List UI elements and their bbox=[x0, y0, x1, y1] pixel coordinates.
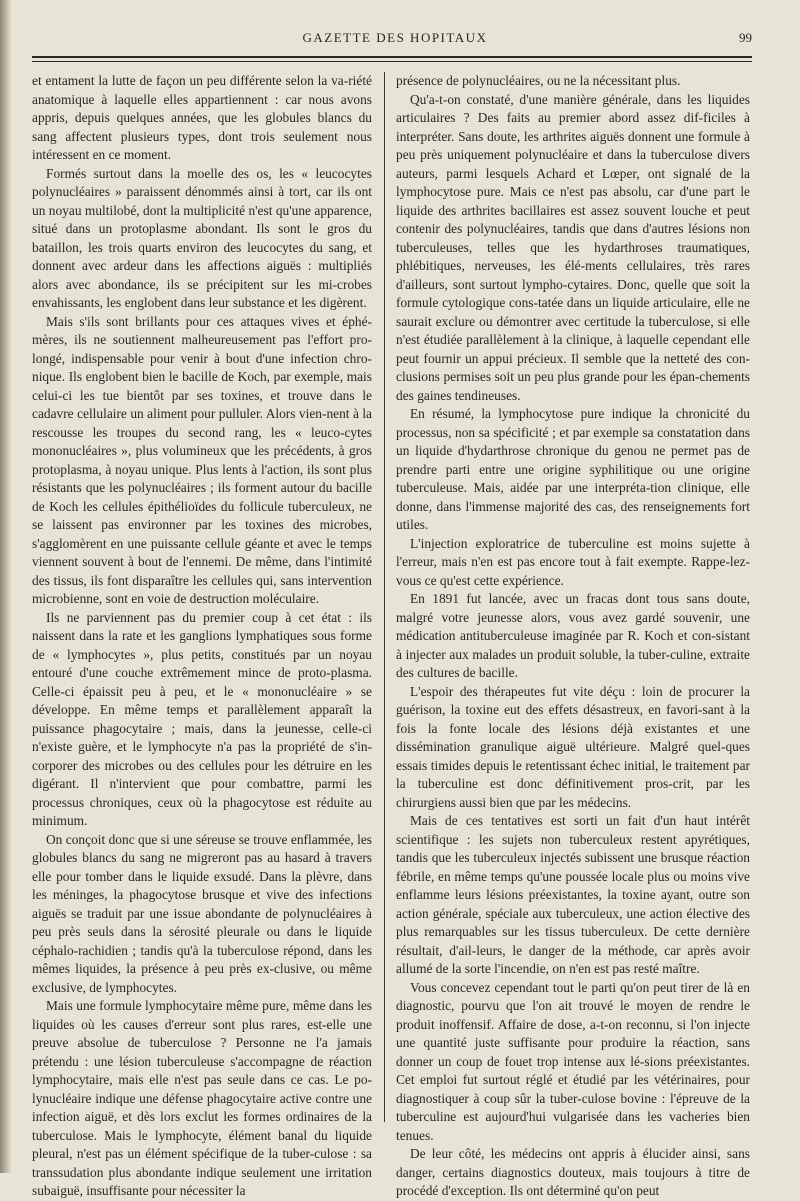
paragraph: Qu'a-t-on constaté, d'une manière générale, dans les liquides articulaires ? Des faits au premier abord assez dif-ficiles à interpréter. Sans doute, les arthrites aiguës donnent une formule à peu près uniquement polynucléaire et dans la tuberculose divers auteurs, parmi lesquels Achard et Lœper, ont signalé de la lymphocytose pure. Mais ce n'est pas absolu, car d'une part le liquide des arthrites bacillaires est assez souvent louche et peut contenir des polynucléaires, tandis que dans d'autres lésions non tuberculeuses, telles que les hydarthroses traumatiques, phlébitiques, nerveuses, les élé-ments cellulaires, très rares d'ailleurs, sont surtout lympho-cytaires. Donc, quelle que soit la formule cytologique cons-tatée dans un liquide articulaire, elle ne saurait exclure ou démontrer avec certitude la tuberculose, si elle n'est étudiée parallèlement à la clinique, à laquelle cependant elle peut fournir un appui précieux. Il semble que la netteté des con-clusions permises soit un peu plus grande pour les épan-chements des gaines tendineuses. bbox=[396, 91, 750, 403]
paragraph: Mais de ces tentatives est sorti un fait d'un haut intérêt scientifique : les sujets non tuberculeux restent apyrétiques, tandis que les tuberculeux injectés subissent une brusque réaction fébrile, en même temps qu'une poussée locale plus ou moins vive enflamme leurs lésions préexistantes, la toxine ayant, outre son action générale, spéciale aux tuberculeux, une action élective des plus remarquables sur les tissus tuberculeux. De cette dernière résultait, d'ail-leurs, le danger de la méthode, car après avoir allumé de la sorte l'incendie, on n'en est pas resté maître. bbox=[396, 813, 750, 976]
header-rule-thick bbox=[32, 56, 752, 58]
paragraph: L'espoir des thérapeutes fut vite déçu : loin de procurer la guérison, la toxine eut des effets désastreux, en favori-sant à la fois la fonte locale des lésions déjà existantes et une dissémination granulique aiguë ultérieure. Malgré quel-ques essais timides depuis le retentissant échec initial, le traitement par la tuberculine est donc définitivement pros-crit, par les chirurgiens aussi bien que par les médecins. bbox=[396, 683, 750, 810]
page-header bbox=[30, 30, 760, 52]
right-column bbox=[396, 72, 750, 1201]
paragraph: Formés surtout dans la moelle des os, les « leucocytes polynucléaires » paraissent dénommés ainsi à tort, car ils ont un noyau multilobé, dont la multiplicité n'est qu'une apparence, situé dans un protoplasme abondant. Ils sont le gros du bataillon, les trois quarts environ des leucocytes du sang, et donnent avec ardeur dans les affections aiguës : multipliés alors avec abondance, ils se précipitent sur les mi-crobes envahissants, les englobent dans leur substance et les digèrent. bbox=[32, 165, 372, 310]
paragraph: On conçoit donc que si une séreuse se trouve enflammée, les globules blancs du sang ne migreront pas au hasard à travers elle pour tomber dans le liquide exsudé. Dans la plèvre, dans les méninges, la phagocytose brusque et vive des infections aiguës se traduit par une issue abondante de polynucléaires à peu près seuls dans la sérosité pleurale ou dans le liquide céphalo-rachidien ; tandis qu'à la tuberculose répond, dans les mêmes liquides, la présence à peu près ex-clusive, ou même exclusive, de lymphocytes. bbox=[32, 831, 372, 995]
column-divider bbox=[384, 72, 385, 1122]
page-number: 99 bbox=[739, 30, 752, 45]
paragraph: et entament la lutte de façon un peu différente selon la va-riété anatomique à laquelle elles appartiennent : car nous avons appris, depuis quelques années, que les globules blancs du sang affectent plusieurs types, dont trois seulement nous intéressent en ce moment. bbox=[32, 73, 372, 162]
left-column bbox=[32, 72, 372, 1201]
paragraph: En résumé, la lymphocytose pure indique la chronicité du processus, non sa spécificité ; et par exemple sa constatation dans un liquide d'hydarthrose chronique du genou ne permet pas de prendre parti entre une origine syphilitique ou une origine tuberculeuse. Mais, aidée par une interpréta-tion clinique, elle donne, dans l'immense majorité des cas, des renseignements fort utiles. bbox=[396, 406, 750, 532]
paragraph: Vous concevez cependant tout le parti qu'on peut tirer de là en diagnostic, pourvu que l'on ait trouvé le moyen de rendre le produit inoffensif. Affaire de dose, a-t-on reconnu, si l'on injecte une quantité juste suffisante pour produire la réaction, sans donner un coup de fouet trop intense aux lé-sions préexistantes. Cet emploi fut surtout réglé et étudié par les vétérinaires, pour diagnostiquer à coup sûr la tuber-culose bovine : l'épreuve de la tuberculine est aujourd'hui vulgarisée dans les vacheries bien tenues. bbox=[396, 979, 750, 1143]
paragraph: Ils ne parviennent pas du premier coup à cet état : ils naissent dans la rate et les ganglions lymphatiques sous forme de « lymphocytes », plus petits, constitués par un noyau entouré d'une couche extrêmement mince de proto-plasma. Celle-ci épaissit peu à peu, et le « mononucléaire » se développe. En même temps et parallèlement apparaît la puissance phagocytaire ; mais, dans la jeunesse, celle-ci n'existe guère, et le lymphocyte n'a pas la propriété de s'in-corporer des microbes ou des cellules pour les détruire en les digérant. Il n'intervient que pour combattre, parmi les processus chroniques, ceux où la phagocytose est réduite au minimum. bbox=[32, 609, 372, 828]
paragraph: Mais s'ils sont brillants pour ces attaques vives et éphé-mères, ils ne soutiennent malheureusement pas l'effort pro-longé, indispensable pour venir à bout d'une infection chro-nique. Ils englobent bien le bacille de Koch, par exemple, mais celui-ci les tue bientôt par ses toxines, et trouve dans le cadavre cellulaire un aliment pour pulluler. Alors vien-nent à la rescousse les troupes du second rang, les « leuco-cytes mononucléaires », plus volumineux que les précédents, à gros protoplasma, à noyau unique. Plus lents à l'action, ils sont plus résistants que les polynucléaires ; ils forment autour du bacille de Koch les cellules épithélioïdes du follicule tuberculeux, ne se laissent pas environner par les toxines des microbes, s'agglomèrent en une puissante cellule géante et avec le temps viennent souvent à bout de l'ennemi. De même, dans l'intimité des tissus, ils font disparaître les cellules qui, sans intervention microbienne, sont en voie de destruction moléculaire. bbox=[32, 313, 372, 606]
paragraph: L'injection exploratrice de tuberculine est moins sujette à l'erreur, mais n'en est pas encore tout à fait exempte. Rappe-lez-vous ce qu'est cette expérience. bbox=[396, 535, 750, 588]
paragraph: De leur côté, les médecins ont appris à élucider ainsi, sans danger, certains diagnostics douteux, mais toujours à titre de procédé d'exception. Ils ont déterminé qu'on peut bbox=[396, 1146, 750, 1198]
paragraph: Mais une formule lymphocytaire même pure, même dans les liquides où les causes d'erreur sont plus rares, est-elle une preuve absolue de tuberculose ? Personne ne l'a jamais prétendu : une lésion tuberculeuse s'accompagne de réaction lymphocytaire, mais elle n'est pas seule dans ce cas. Le po-lynucléaire indique une défense phagocytaire active contre une infection aiguë, et dès lors exclut les formes ordinaires de la tuberculose. Mais le lymphocyte, élément banal du liquide pleural, n'est pas un élément spécifique de la tuber-culose : sa transsudation plus abondante indique seulement une irritation subaiguë, insuffisante pour nécessiter la bbox=[32, 998, 372, 1198]
page-binding-edge bbox=[0, 0, 12, 1173]
running-title: GAZETTE DES HOPITAUX bbox=[302, 30, 488, 45]
paragraph: présence de polynucléaires, ou ne la nécessitant plus. bbox=[396, 73, 681, 88]
paragraph: En 1891 fut lancée, avec un fracas dont tous sans doute, malgré votre jeunesse alors, vous avez gardé souvenir, une médication antituberculeuse imaginée par R. Koch et con-sistant à injecter aux malades un produit soluble, la tuber-culine, extraite des cultures de bacille. bbox=[396, 591, 750, 680]
header-rule-thin bbox=[32, 61, 752, 62]
